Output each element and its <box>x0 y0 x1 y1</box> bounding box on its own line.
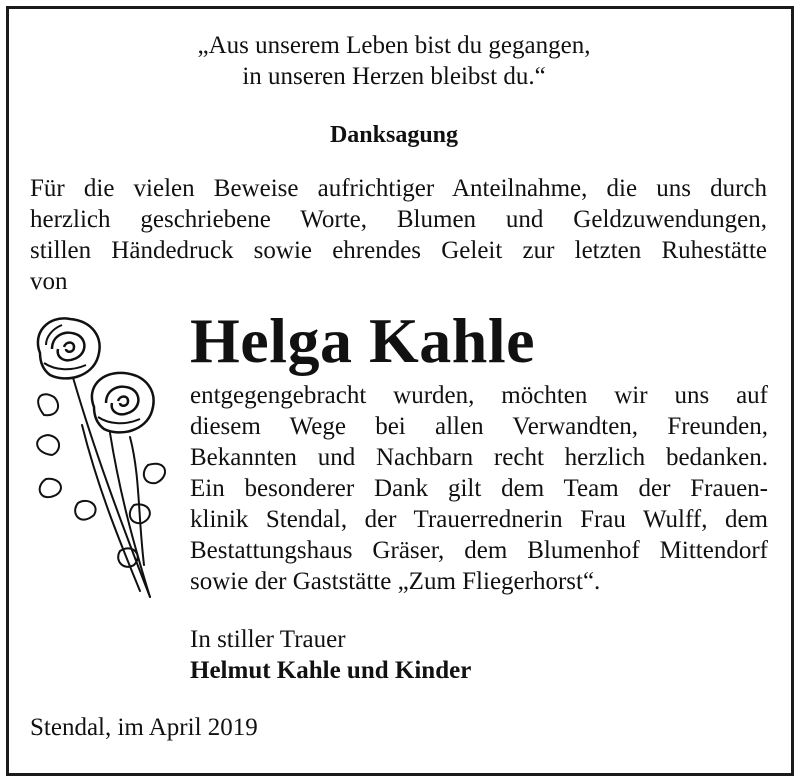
body-line: klinik Stendal, der Trauerrednerin Frau Wulff, dem <box>190 506 768 533</box>
intro-line: stillen Händedruck sowie ehrendes Geleit zur letzten Ruhestätte <box>30 237 767 264</box>
body-line: Ein besonderer Dank gilt dem Team der Frauen- <box>190 475 768 502</box>
body-line: Bestattungshaus Gräser, dem Blumenhof Mittendorf <box>190 537 768 564</box>
intro-line: von <box>30 268 68 295</box>
body-line: entgegengebracht wurden, möchten wir uns auf <box>190 382 768 409</box>
rose-bloom-top <box>38 318 100 378</box>
memorial-quote <box>0 30 788 92</box>
rose-icon <box>22 305 172 605</box>
page-title: Danksagung <box>329 122 459 148</box>
rose-bloom-middle <box>92 373 154 433</box>
deceased-name: Helga Kahle <box>190 305 536 376</box>
quote-line-1: „Aus unserem Leben bist du gegangen, <box>197 32 591 59</box>
intro-line: herzlich geschriebene Worte, Blumen und Geldzuwendungen, <box>30 206 767 233</box>
place-date: Stendal, im April 2019 <box>30 714 258 741</box>
mourning-phrase: In stiller Trauer <box>190 626 346 653</box>
intro-line: Für die vielen Beweise aufrichtiger Anteilnahme, die uns durch <box>30 175 767 202</box>
quote-line-2: in unseren Herzen bleibst du.“ <box>242 63 546 90</box>
body-line: sowie der Gaststätte „Zum Fliegerhorst“. <box>190 568 601 595</box>
intro-paragraph <box>30 173 767 297</box>
signer-names: Helmut Kahle und Kinder <box>190 657 472 684</box>
thanks-paragraph <box>190 380 768 597</box>
body-line: diesem Wege bei allen Verwandten, Freunden, <box>190 413 768 440</box>
body-line: Bekannten und Nachbarn recht herzlich bedanken. <box>190 444 768 471</box>
